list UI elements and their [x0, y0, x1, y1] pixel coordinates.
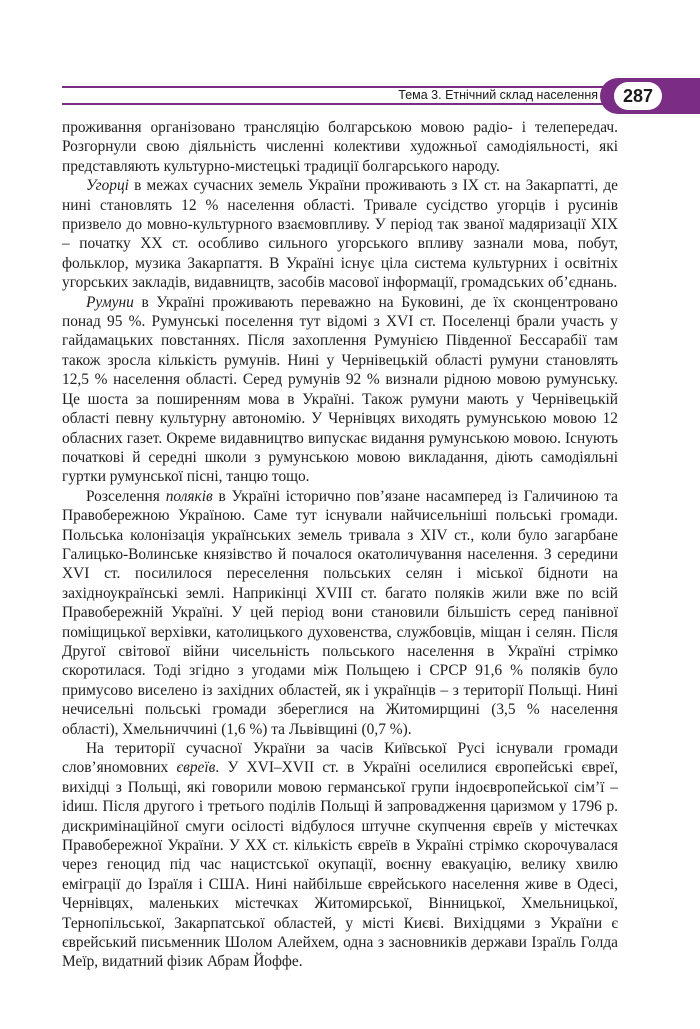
paragraph-text: проживання організовано трансляцію болгарською мовою радіо- і телепередач. Розгорнули свою діяльність численні колективи художньої самодіяльності, які представляють культурно-мистецькі традиції болгарського народу.: [62, 119, 618, 175]
paragraph-text: в межах сучасних земель України проживають з IX ст. на Закарпатті, де нині становлять 12 % населення області. Тривале сусідство угорців і русинів призвело до мовно-культурного взаємовпливу. У період так званої мадяризації XIX – початку XX ст. особливо сильного угорського впливу зазнали мова, побут, фольклор, музика Закарпаття. В Україні існує ціла система культурних і освітніх угорських закладів, видавництв, засобів масової інформації, громадських об’єднань.: [62, 177, 618, 292]
paragraph-romanians: [62, 293, 618, 487]
body-text: [62, 118, 618, 972]
paragraph-poles: [62, 487, 618, 739]
paragraph-lead: На території сучасної України за часів Київської Русі існували громади слов’яномовних: [62, 740, 618, 777]
paragraph-lead: Розселення: [86, 487, 166, 505]
running-header-title: Тема 3. Етнічний склад населення: [398, 88, 598, 102]
paragraph-text: в Україні проживають переважно на Буковині, де їх сконцентровано понад 95 %. Румунські поселення тут відомі з XVI ст. Поселенці брали участь у гайдамацьких повстаннях. Після захоплення Румунією Південної Бессарабії там також зросла кількість румунів. Нині у Чернівецькій області румуни становлять 12,5 % населення області. Серед румунів 92 % визнали рідною мовою румунську. Це шоста за поширенням мова в Україні. Також румуни мають у Чернівецькій області певну культурну автономію. У Чернівцях виходять румунською мовою 12 обласних газет. Окреме видавництво випускає видання румунською мовою. Існують початкові й середні школи з румунською мовою викладання, діють самодіяльні гуртки румунської пісні, танцю тощо.: [62, 293, 618, 486]
paragraph-text: . У XVI–XVII ст. в Україні оселилися європейські євреї, вихідці з Польщі, які говорили мовою германської групи індоєвропейської сім’ї – idиш. Після другого і третього поділів Польщі й запровадження царизмом у 1796 р. дискримінаційної смуги осілості відбулося штучне скупчення євреїв у містечках Правобережної України. У XX ст. кількість євреїв в Україні стрімко скорочувалася через геноцид під час нацистської окупації, воєнну евакуацію, велику хвилю еміграції до Ізраїля і США. Нині найбільше єврейського населення живе в Одесі, Чернівцях, маленьких містечках Житомирської, Вінницької, Хмельницької, Тернопільської, Закарпатської областей, у місті Києві. Вихідцями з України є єврейський письменник Шолом Алейхем, одна з засновників держави Ізраїль Голда Меїр, видатний фізик Абрам Йоффе.: [62, 759, 618, 971]
paragraph-term: Угорці: [86, 177, 129, 195]
page-number: 287: [614, 82, 662, 110]
paragraph-bulgarians-end: [62, 118, 618, 176]
paragraph-hungarians: [62, 176, 618, 292]
paragraph-term: Румуни: [86, 293, 134, 311]
header-rule-bottom: [62, 103, 630, 105]
paragraph-jews: [62, 739, 618, 972]
paragraph-term: поляків: [165, 487, 213, 505]
paragraph-text: в Україні історично пов’язане насамперед із Галичиною та Правобережною Україною. Саме тут існували найчисельніші польські громади. Польська колонізація українських земель тривала з XIV ст., коли було загарбане Галицько-Волинське князівство й почалося окатоличування населення. З середини XVI ст. посилилося переселення польських селян і міської бідноти на західноукраїнські землі. Наприкінці XVIII ст. багато поляків жили вже по всій Правобережній Україні. У цей період вони становили більшість серед панівної поміщицької верхівки, католицького духовенства, службовців, міщан і селян. Після Другої світової війни чисельність польського населення в Україні стрімко скоротилася. Тоді згідно з угодами між Польщею і СРСР 91,6 % поляків було примусово виселено із західних областей, як і українців – з території Польщі. Нині нечисельні польські громади збереглися на Житомирщині (3,5 % населення області), Хмельниччині (1,6 %) та Львівщині (0,7 %).: [62, 487, 618, 738]
paragraph-term: євреїв: [176, 759, 216, 777]
